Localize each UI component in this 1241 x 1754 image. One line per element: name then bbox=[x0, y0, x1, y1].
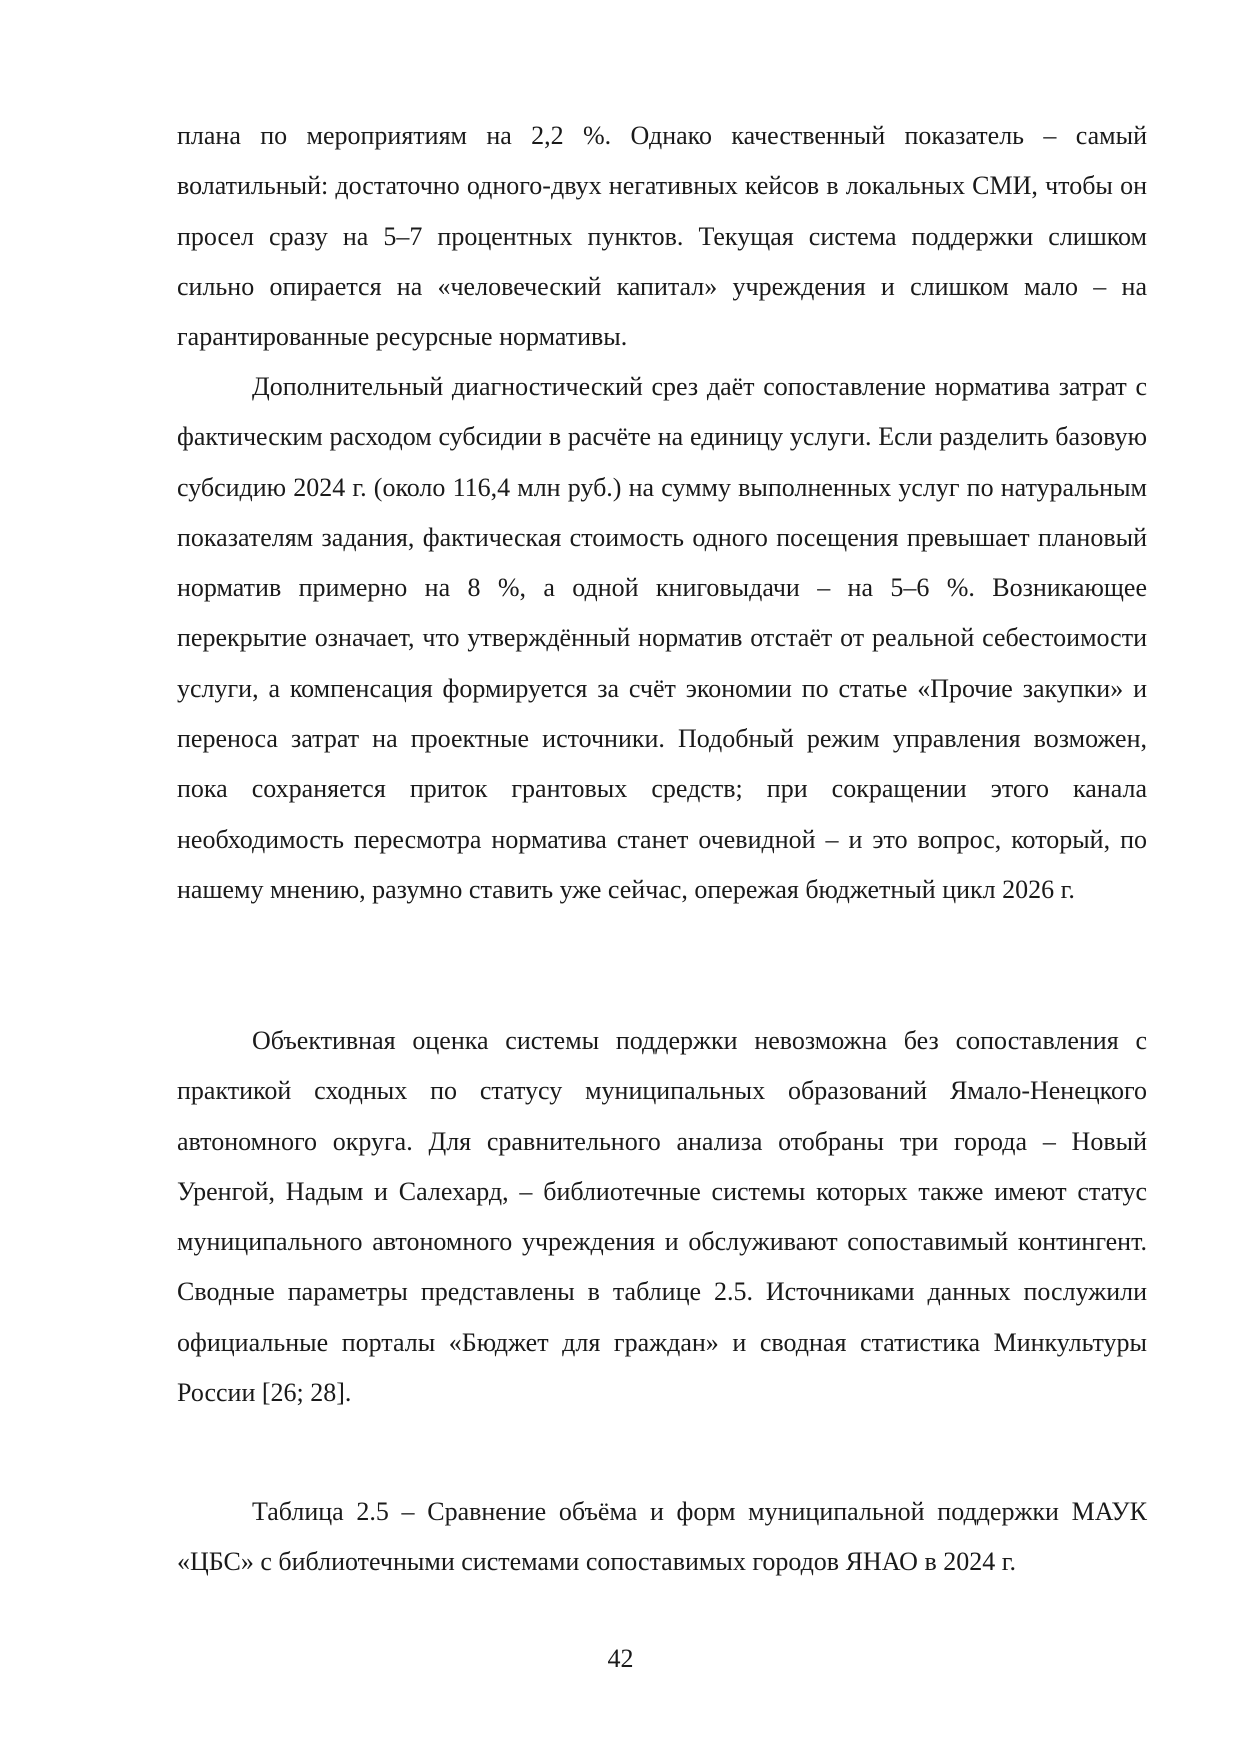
paragraph-cost-diagnostics: Дополнительный диагностический срез даёт сопоставление норматива затрат с фактическим расходом субсидии в расчёте на единицу услуги. Если разделить базовую субсидию 2024 г. (около 116,4 млн руб.) на сумму выполненных услуг по натуральным показателям задания, фактическая стоимость одного посещения превышает плановый норматив примерно на 8 %, а одной книговыдачи – на 5–6 %. Возникающее перекрытие означает, что утверждённый норматив отстаёт от реальной себестоимости услуги, а компенсация формируется за счёт экономии по статье «Прочие закупки» и переноса затрат на проектные источники. Подобный режим управления возможен, пока сохраняется приток грантовых средств; при сокращении этого канала необходимость пересмотра норматива станет очевидной – и это вопрос, который, по нашему мнению, разумно ставить уже сейчас, опережая бюджетный цикл 2026 г. bbox=[177, 372, 1147, 904]
table-caption: Таблица 2.5 – Сравнение объёма и форм муниципальной поддержки МАУК «ЦБС» с библиотечными системами сопоставимых городов ЯНАО в 2024 г. bbox=[177, 1497, 1147, 1577]
paragraph-continuation: плана по мероприятиям на 2,2 %. Однако качественный показатель – самый волатильный: достаточно одного-двух негативных кейсов в локальных СМИ, чтобы он просел сразу на 5–7 процентных пунктов. Текущая система поддержки слишком сильно опирается на «человеческий капитал» учреждения и слишком мало – на гарантированные ресурсные нормативы. bbox=[177, 121, 1147, 352]
page-number: 42 bbox=[607, 1644, 634, 1673]
paragraph-comparative-analysis: Объективная оценка системы поддержки невозможна без сопоставления с практикой сходных по статусу муниципальных образований Ямало-Ненецкого автономного округа. Для сравнительного анализа отобраны три города – Новый Уренгой, Надым и Салехард, – библиотечные системы которых также имеют статус муниципального автономного учреждения и обслуживают сопоставимый контингент. Сводные параметры представлены в таблице 2.5. Источниками данных послужили официальные порталы «Бюджет для граждан» и сводная статистика Минкультуры России [26; 28]. bbox=[177, 1026, 1147, 1408]
